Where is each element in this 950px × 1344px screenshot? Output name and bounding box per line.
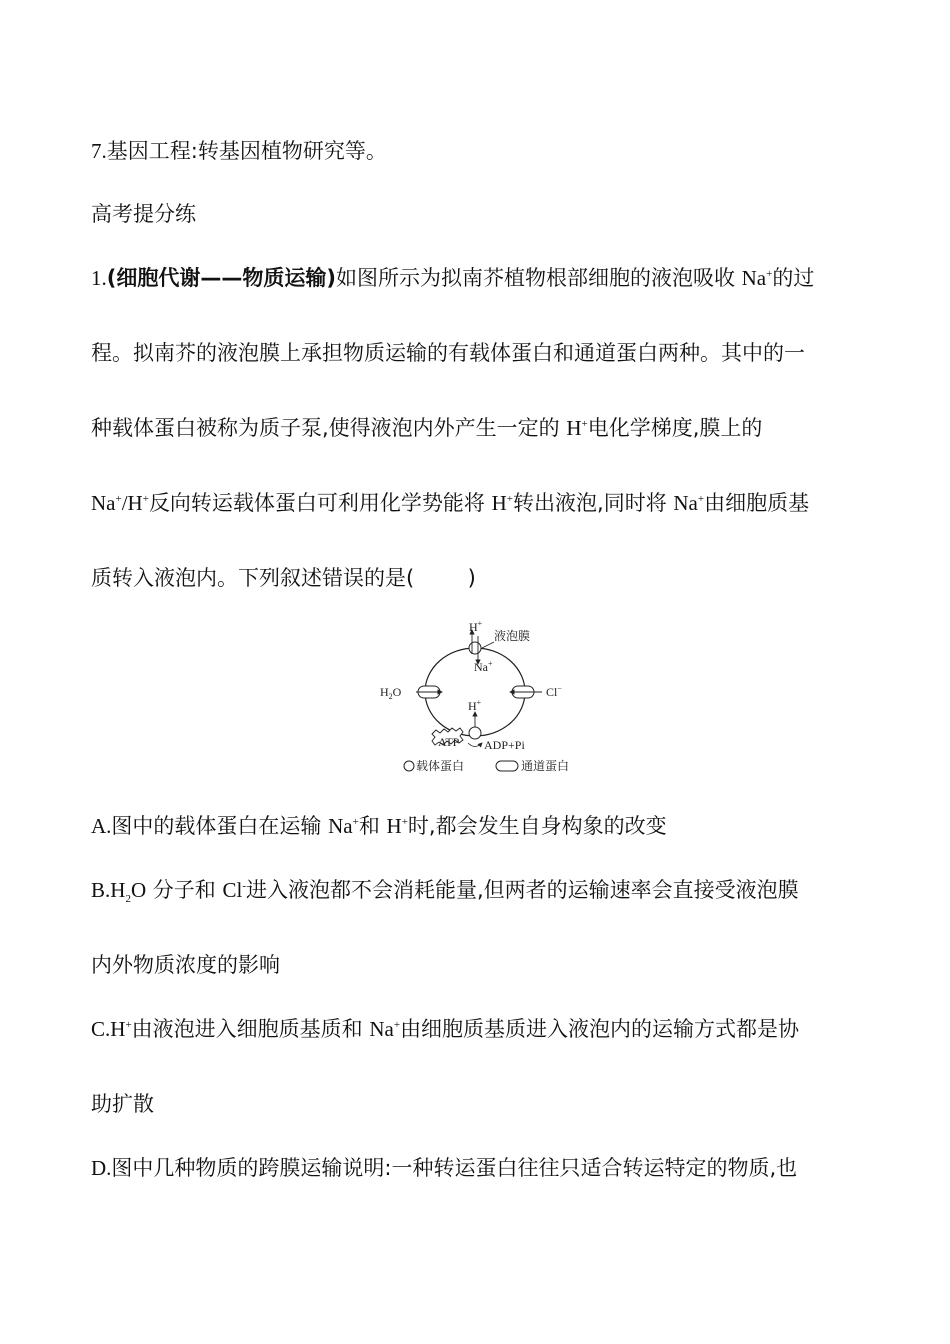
option-text: 由液泡进入细胞质基质和 (131, 1017, 370, 1041)
adp-label: ADP+Pi (484, 738, 525, 752)
superscript: + (393, 1019, 401, 1031)
superscript: + (352, 816, 359, 828)
superscript: + (697, 493, 705, 505)
option-b-line-1 (91, 875, 871, 905)
option-label: B. (91, 878, 111, 902)
option-text: 分子和 (146, 878, 223, 902)
subscript: 2 (125, 893, 131, 906)
carrier-protein-bottom (469, 727, 481, 739)
formula-h: H (491, 491, 507, 515)
section-title: 高考提分练 (91, 202, 196, 226)
option-text: 进入液泡都不会消耗能量,但两者的运输速率会直接受液泡膜 (245, 878, 799, 902)
formula-h: H (386, 814, 402, 838)
stem-text: 由细胞质基 (704, 491, 810, 515)
item-number: 7. (91, 139, 107, 163)
superscript: - (242, 880, 246, 892)
atp-conversion-arrow (468, 743, 482, 747)
stem-text: 的过 (772, 266, 815, 290)
intro-item-7 (91, 136, 871, 166)
question-line-3 (91, 413, 871, 443)
membrane-pointer-line (482, 642, 494, 648)
stem-text: 如图所示为拟南芥植物根部细胞的液泡吸收 (335, 266, 742, 290)
option-text: 时,都会发生自身构象的改变 (407, 814, 667, 838)
option-c-line-2: 助扩散 (91, 1092, 154, 1116)
stem-text: ) (467, 566, 476, 590)
option-text: 由细胞质基质进入液泡内的运输方式都是协 (400, 1017, 800, 1041)
superscript: + (401, 816, 408, 828)
question-topic: (细胞代谢——物质运输) (106, 266, 336, 290)
h2o-label: $H_2O$ (380, 685, 402, 701)
vacuole-transport-diagram (376, 616, 586, 780)
formula-na: Na (328, 814, 353, 838)
superscript: + (142, 493, 149, 505)
question-line-2: 程。拟南芥的液泡膜上承担物质运输的有载体蛋白和通道蛋白两种。其中的一 (91, 341, 805, 365)
stem-text: 反向转运载体蛋白可利用化学势能将 (148, 491, 492, 515)
formula-h2o: O (130, 878, 147, 902)
stem-text: 电化学梯度,膜上的 (587, 416, 763, 440)
item-text: 基因工程:转基因植物研究等。 (106, 139, 387, 163)
legend-carrier-label: 载体蛋白 (416, 759, 465, 773)
formula-na: Na (673, 491, 698, 515)
stem-text: 转出液泡,同时将 (513, 491, 674, 515)
formula-na: Na (91, 491, 116, 515)
na-inside-label: Na+ (474, 659, 493, 674)
answer-blank (414, 566, 467, 590)
option-text: 图中几种物质的跨膜运输说明:一种转运蛋白往往只适合转运特定的物质,也 (111, 1156, 798, 1180)
option-a (91, 811, 871, 841)
legend-channel-label: 通道蛋白 (521, 759, 570, 773)
option-d-line-1 (91, 1153, 871, 1183)
formula-h: /H (121, 491, 143, 515)
stem-text: 种载体蛋白被称为质子泵,使得液泡内外产生一定的 (91, 416, 567, 440)
legend-channel-icon (496, 761, 518, 771)
superscript: + (125, 1019, 132, 1031)
superscript: + (506, 493, 514, 505)
legend-carrier-icon (404, 761, 414, 771)
option-text: 图中的载体蛋白在运输 (111, 814, 329, 838)
formula-cl: Cl (222, 878, 243, 902)
formula-h: H (110, 1017, 126, 1041)
h-top-label: H+ (469, 619, 483, 634)
formula-h2o: H (110, 878, 126, 902)
h-bottom-label: H+ (468, 698, 482, 713)
question-line-1 (91, 263, 871, 293)
stem-text: 质转入液泡内。下列叙述错误的是( (91, 566, 415, 590)
superscript: + (766, 268, 773, 280)
question-line-4 (91, 488, 871, 518)
formula-h: H (566, 416, 582, 440)
option-label: A. (91, 814, 112, 838)
question-number: 1. (91, 266, 107, 290)
formula-na: Na (369, 1017, 394, 1041)
superscript: + (115, 493, 122, 505)
membrane-label: 液泡膜 (494, 629, 531, 643)
cl-label: Cl− (546, 684, 562, 699)
option-label: C. (91, 1017, 111, 1041)
option-text: 和 (358, 814, 387, 838)
option-label: D. (91, 1156, 112, 1180)
carrier-protein-top (469, 642, 481, 654)
atp-label: ATP (438, 735, 460, 749)
option-c-line-1 (91, 1014, 871, 1044)
formula-na: Na (741, 266, 767, 290)
superscript: + (581, 418, 588, 430)
option-b-line-2: 内外物质浓度的影响 (91, 953, 280, 977)
question-line-5 (91, 563, 871, 593)
